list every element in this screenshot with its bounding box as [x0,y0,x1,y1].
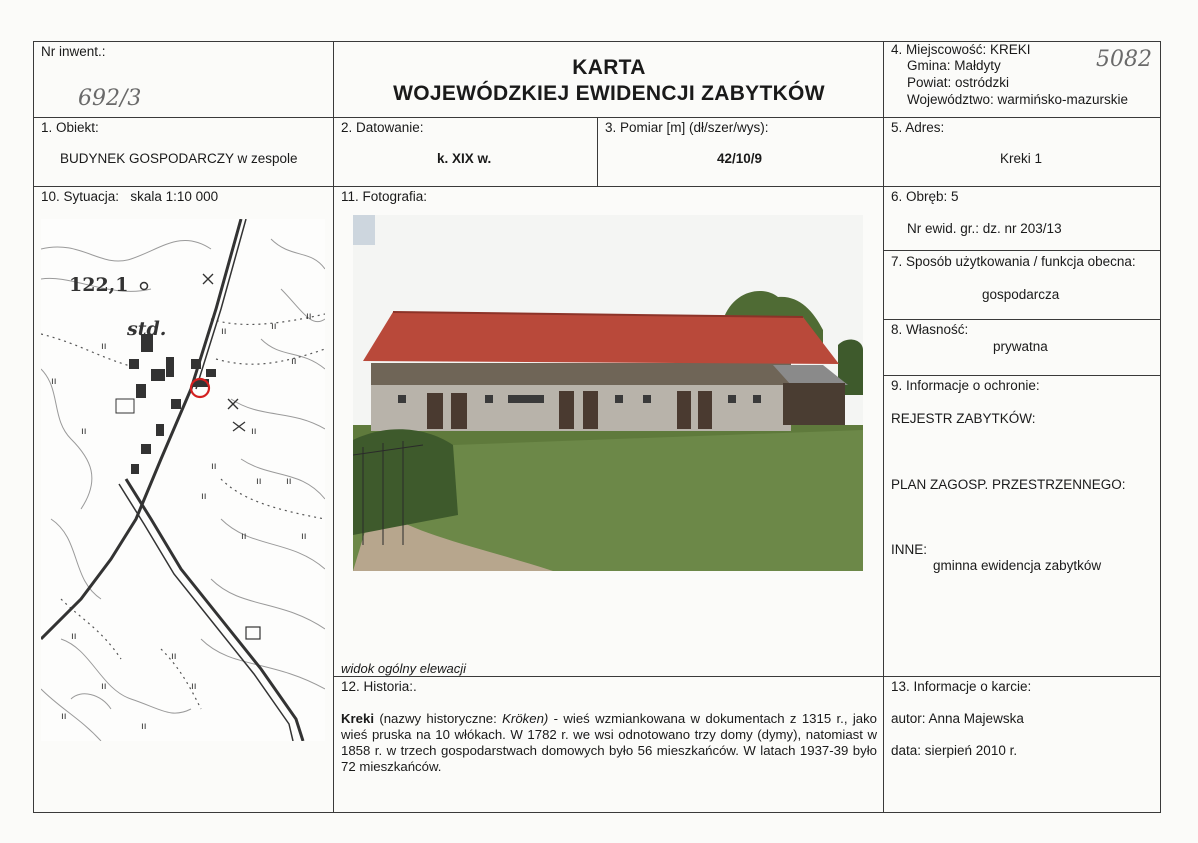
grid-line [883,250,1161,251]
svg-text:ıı: ıı [241,531,247,542]
svg-text:ıı: ıı [201,491,207,502]
shed-wall [783,383,845,425]
pomiar-label: 3. Pomiar [m] (dł/szer/wys): [605,120,769,135]
map-elevation-label: 122,1 [69,274,129,296]
karta-autor: autor: Anna Majewska [891,711,1024,726]
ewid-value: Nr ewid. gr.: dz. nr 203/13 [907,221,1062,236]
map-scale: skala 1:10 000 [130,189,219,204]
powiat-value: Powiat: ostródzki [907,75,1010,90]
pomiar-value: 42/10/9 [717,151,763,166]
svg-text:ıı: ıı [191,681,197,692]
svg-text:ıı: ıı [306,311,312,322]
photo-caption: widok ogólny elewacji [341,661,467,676]
sposob-value: gospodarcza [982,287,1060,302]
map-abbreviation: std. [127,318,167,340]
handwritten-inventory-number: 692/3 [78,86,142,111]
page-title [334,55,884,107]
situation-map [41,219,325,741]
historia-label: 12. Historia:. [341,679,417,694]
svg-text:ıı: ıı [301,531,307,542]
title-line-2: WOJEWÓDZKIEJ EWIDENCJI ZABYTKÓW [393,82,825,105]
svg-text:ıı: ıı [286,476,292,487]
svg-text:ıı: ıı [291,356,297,367]
svg-text:ıı: ıı [221,326,227,337]
historia-historical-name: Kröken) [502,711,549,726]
barn-roof [363,312,839,364]
svg-text:ıı: ıı [51,376,57,387]
grid-line [883,375,1161,376]
historia-text [341,711,877,775]
svg-text:ıı: ıı [101,341,107,352]
location-label: 4. Miejscowość: KREKI [891,42,1031,57]
obiekt-label: 1. Obiekt: [41,120,99,135]
svg-text:ıı: ıı [101,681,107,692]
sposob-label: 7. Sposób użytkowania / funkcja obecna: [891,254,1136,269]
historia-village-name: Kreki [341,711,374,726]
historia-text-part-a: (nazwy historyczne: [374,711,503,726]
datowanie-label: 2. Datowanie: [341,120,424,135]
grid-line [33,117,1161,118]
svg-text:ıı: ıı [171,651,177,662]
plan-label: PLAN ZAGOSP. PRZESTRZENNEGO: [891,477,1126,492]
inne-label: INNE: [891,542,928,557]
map-background [41,219,325,741]
sytuacja-label [41,189,218,204]
svg-text:ıı: ıı [71,631,77,642]
svg-text:ıı: ıı [61,711,67,722]
svg-text:ıı: ıı [211,461,217,472]
obiekt-value: BUDYNEK GOSPODARCZY w zespole [60,151,298,166]
wlasnosc-value: prywatna [993,339,1048,354]
adres-value: Kreki 1 [1000,151,1043,166]
rejestr-label: REJESTR ZABYTKÓW: [891,411,1036,426]
photo-sky-patch [353,215,375,245]
barn-timber-frame [371,363,791,385]
sytuacja-label-text: 10. Sytuacja: [41,189,120,204]
grid-line [883,41,884,813]
fotografia-label: 11. Fotografia: [341,189,428,204]
gmina-value: Gmina: Małdyty [907,58,1001,73]
historia-text-part-b: - wieś wzmiankowana w dokumentach z 1315 r., jako wieś pruska na 10 włókach. W 1782 r. we wsi odnotowano trzy domy (dymy), natomiast w 1858 r. w trzech gospodarstwach domowych było 56 mieszkańców. W latach 1937-39 było 72 mieszkańców. [341,711,878,774]
karta-label: 13. Informacje o karcie: [891,679,1032,694]
adres-label: 5. Adres: [891,120,945,135]
grid-line [333,676,1161,677]
svg-text:ıı: ıı [251,426,257,437]
karta-data: data: sierpień 2010 r. [891,743,1018,758]
svg-text:ıı: ıı [271,321,277,332]
svg-text:ıı: ıı [81,426,87,437]
object-photograph [353,215,863,571]
title-line-1: KARTA [572,56,646,79]
svg-text:ıı: ıı [141,721,147,732]
grid-line [33,186,1161,187]
grid-line [883,319,1161,320]
ochrona-label: 9. Informacje o ochronie: [891,378,1040,393]
inne-value: gminna ewidencja zabytków [933,558,1102,573]
wlasnosc-label: 8. Własność: [891,322,969,337]
grid-line [597,117,598,186]
grid-line [333,41,334,813]
obreb-label: 6. Obręb: 5 [891,189,959,204]
handwritten-card-number: 5082 [1096,47,1152,72]
inventory-label: Nr inwent.: [41,44,106,59]
svg-text:ıı: ıı [256,476,262,487]
datowanie-value: k. XIX w. [437,151,492,166]
wojewodztwo-value: Województwo: warmińsko-mazurskie [907,92,1129,107]
